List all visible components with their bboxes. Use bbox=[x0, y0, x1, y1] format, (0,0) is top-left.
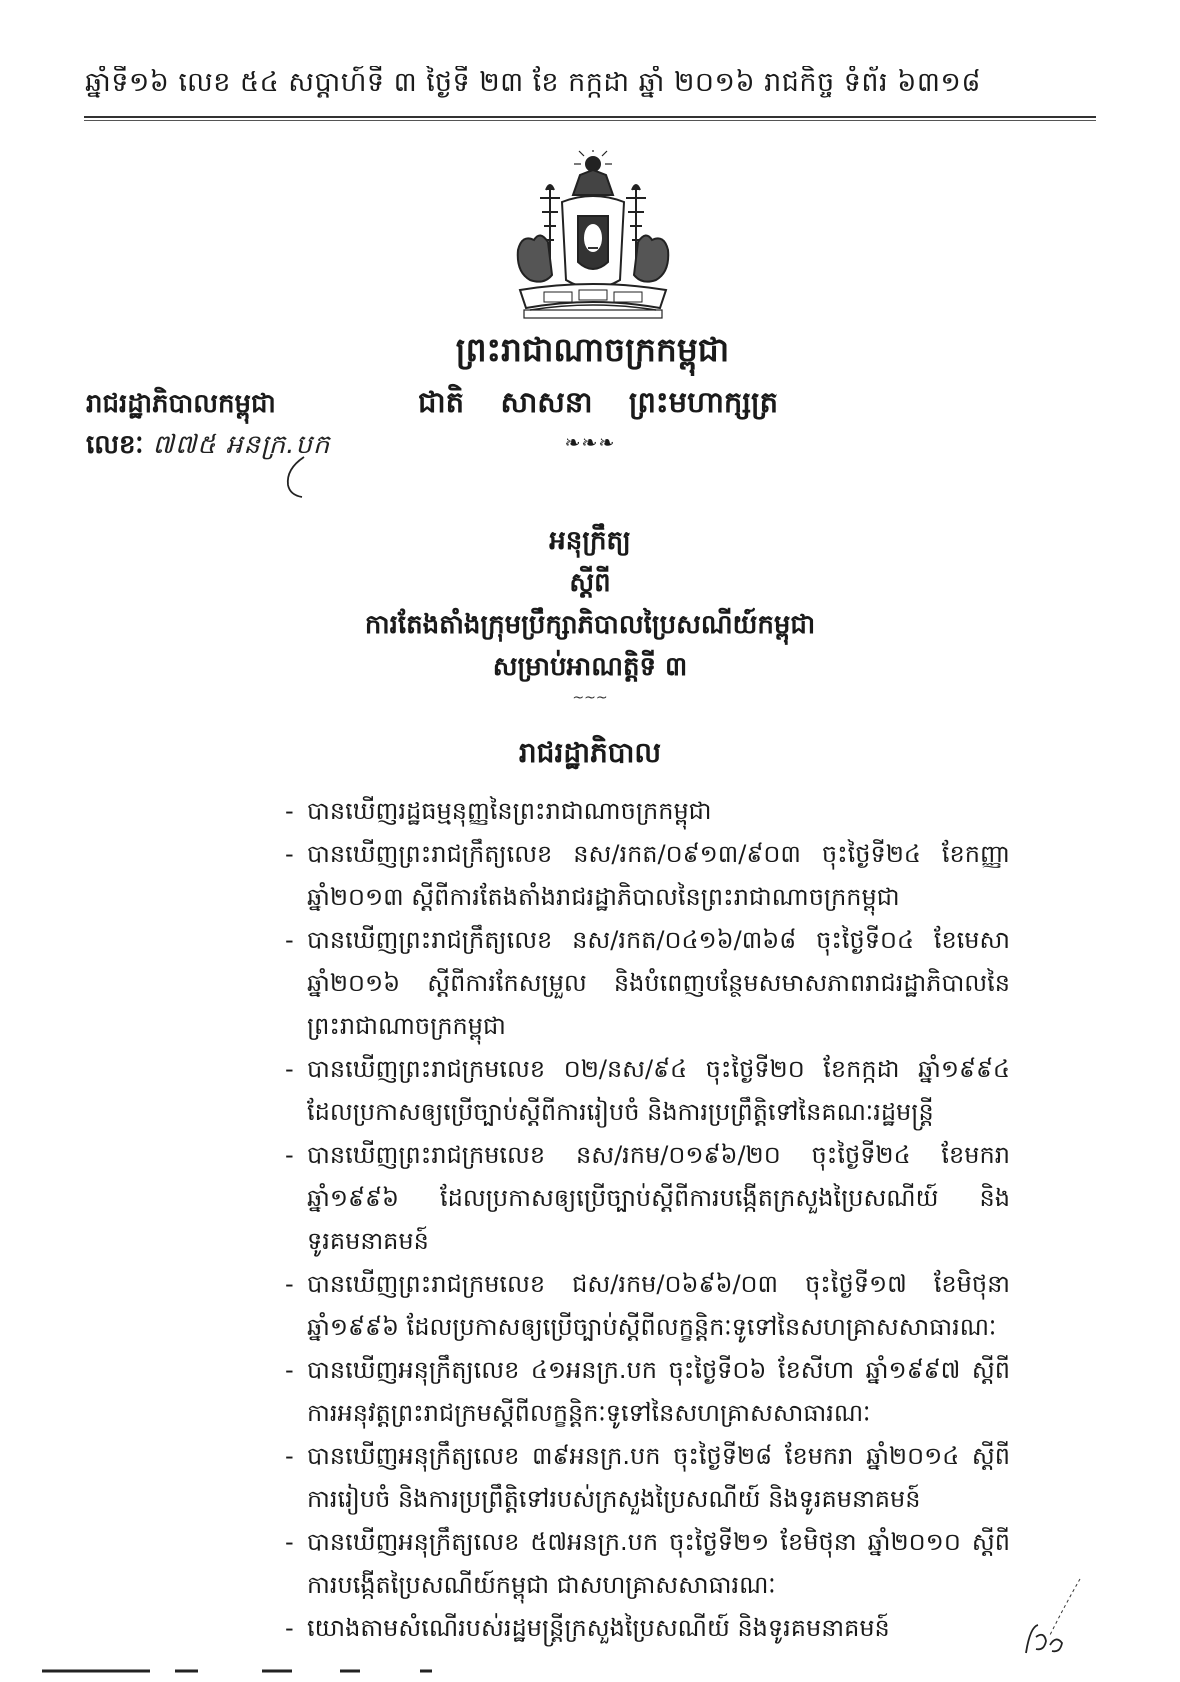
handwritten-stroke bbox=[282, 455, 312, 500]
clause-item: - បានឃើញរដ្ឋធម្មនុញ្ញនៃព្រះរាជាណាចក្រកម្ពុជា bbox=[285, 797, 712, 825]
gazette-header: ឆ្នាំទី១៦ លេខ ៥៤ សប្តាហ៍ទី ៣ ថ្ងៃទី ២៣ ខែ កក្កដា ឆ្នាំ ២០១៦ រាជកិច្ច ទំព័រ ៦៣១៨ bbox=[85, 67, 981, 98]
reference-label: លេខៈ bbox=[86, 430, 144, 460]
initials-signature bbox=[1010, 1575, 1090, 1665]
clause-item: - បានឃើញអនុក្រឹត្យលេខ ៥៧អនក្រ.បក ចុះថ្ងៃទី២១ ខែមិថុនា ឆ្នាំ២០១០ ស្តីពីការបង្កើតប្រៃសណីយ៍កម្ពុជា ជាសហគ្រាសសាធារណៈ bbox=[285, 1528, 1010, 1599]
kingdom-name: ព្រះរាជាណាចក្រកម្ពុជា bbox=[455, 330, 730, 369]
clause-item: - បានឃើញព្រះរាជក្រមលេខ ០២/នស/៩៤ ចុះថ្ងៃទី២០ ខែកក្កដា ឆ្នាំ១៩៩៤ ដែលប្រកាសឲ្យប្រើច្បាប់ស្តីពីការរៀបចំ និងការប្រព្រឹត្តិទៅនៃគណៈរដ្ឋមន្ត្រី bbox=[285, 1055, 1010, 1126]
national-motto bbox=[418, 385, 778, 427]
clause-item: - បានឃើញព្រះរាជក្រមលេខ នស/រកម/០១៩៦/២០ ចុះថ្ងៃទី២៤ ខែមករា ឆ្នាំ១៩៩៦ ដែលប្រកាសឲ្យប្រើច្បាប់ស្តីពីការបង្កើតក្រសួងប្រៃសណីយ៍ និងទូរគមនាគមន៍ bbox=[285, 1141, 1010, 1255]
reference-value: ៧៧៥ អនក្រ.បក bbox=[152, 430, 331, 460]
issuer-name: រាជរដ្ឋាភិបាលកម្ពុជា bbox=[86, 389, 276, 419]
government-heading: រាជរដ្ឋាភិបាល bbox=[518, 736, 662, 769]
clause-item: - បានឃើញព្រះរាជក្រមលេខ ជស/រកម/០៦៩៦/០៣ ចុះថ្ងៃទី១៧ ខែមិថុនា ឆ្នាំ១៩៩៦ ដែលប្រកាសឲ្យប្រើច្បាប់ស្តីពីលក្ខន្តិកៈទូទៅនៃសហគ្រាសសាធារណៈ bbox=[285, 1270, 1010, 1341]
clause-item: - បានឃើញព្រះរាជក្រឹត្យលេខ នស/រកត/០៤១៦/៣៦៨ ចុះថ្ងៃទី០៤ ខែមេសា ឆ្នាំ២០១៦ ស្តីពីការកែសម្រួល និងបំពេញបន្ថែមសមាសភាពរាជរដ្ឋាភិបាលនៃព្រះរាជាណាចក្រកម្ពុជា bbox=[285, 926, 1010, 1040]
preamble-clauses bbox=[285, 790, 1010, 1650]
motto-nation: ជាតិ bbox=[418, 385, 465, 419]
header-rule bbox=[84, 116, 1096, 118]
reference-number bbox=[86, 428, 386, 466]
royal-coat-of-arms-icon bbox=[500, 150, 686, 336]
header-rule-thin bbox=[84, 120, 1096, 121]
motto-king: ព្រះមហាក្សត្រ bbox=[628, 385, 778, 419]
decree-title bbox=[290, 520, 890, 688]
decree-subject: ការតែងតាំងក្រុមប្រឹក្សាភិបាលប្រៃសណីយ៍កម្ពុជា bbox=[364, 610, 816, 640]
decree-about: ស្តីពី bbox=[569, 568, 611, 598]
scan-edge-marks bbox=[0, 1665, 1180, 1677]
decree-term: សម្រាប់អាណត្តិទី ៣ bbox=[492, 652, 688, 682]
clause-item: - យោងតាមសំណើរបស់រដ្ឋមន្ត្រីក្រសួងប្រៃសណីយ៍ និងទូរគមនាគមន៍ bbox=[285, 1614, 890, 1642]
clause-item: - បានឃើញអនុក្រឹត្យលេខ ៤១អនក្រ.បក ចុះថ្ងៃទី០៦ ខែសីហា ឆ្នាំ១៩៩៧ ស្តីពីការអនុវត្តព្រះរាជក្រមស្តីពីលក្ខន្តិកៈទូទៅនៃសហគ្រាសសាធារណៈ bbox=[285, 1356, 1010, 1427]
ornament-flourish: ❧❧❧ bbox=[564, 432, 616, 454]
clause-item: - បានឃើញអនុក្រឹត្យលេខ ៣៩អនក្រ.បក ចុះថ្ងៃទី២៨ ខែមករា ឆ្នាំ២០១៤ ស្តីពីការរៀបចំ និងការប្រព្រឹត្តិទៅរបស់ក្រសួងប្រៃសណីយ៍ និងទូរគមនាគមន៍ bbox=[285, 1442, 1010, 1513]
divider-flourish: ~~~ bbox=[572, 690, 608, 706]
decree-type: អនុក្រឹត្យ bbox=[549, 526, 631, 556]
clause-item: - បានឃើញព្រះរាជក្រឹត្យលេខ នស/រកត/០៩១៣/៩០៣ ចុះថ្ងៃទី២៤ ខែកញ្ញា ឆ្នាំ២០១៣ ស្តីពីការតែងតាំងរាជរដ្ឋាភិបាលនៃព្រះរាជាណាចក្រកម្ពុជា bbox=[285, 840, 1010, 911]
motto-religion: សាសនា bbox=[500, 385, 593, 419]
